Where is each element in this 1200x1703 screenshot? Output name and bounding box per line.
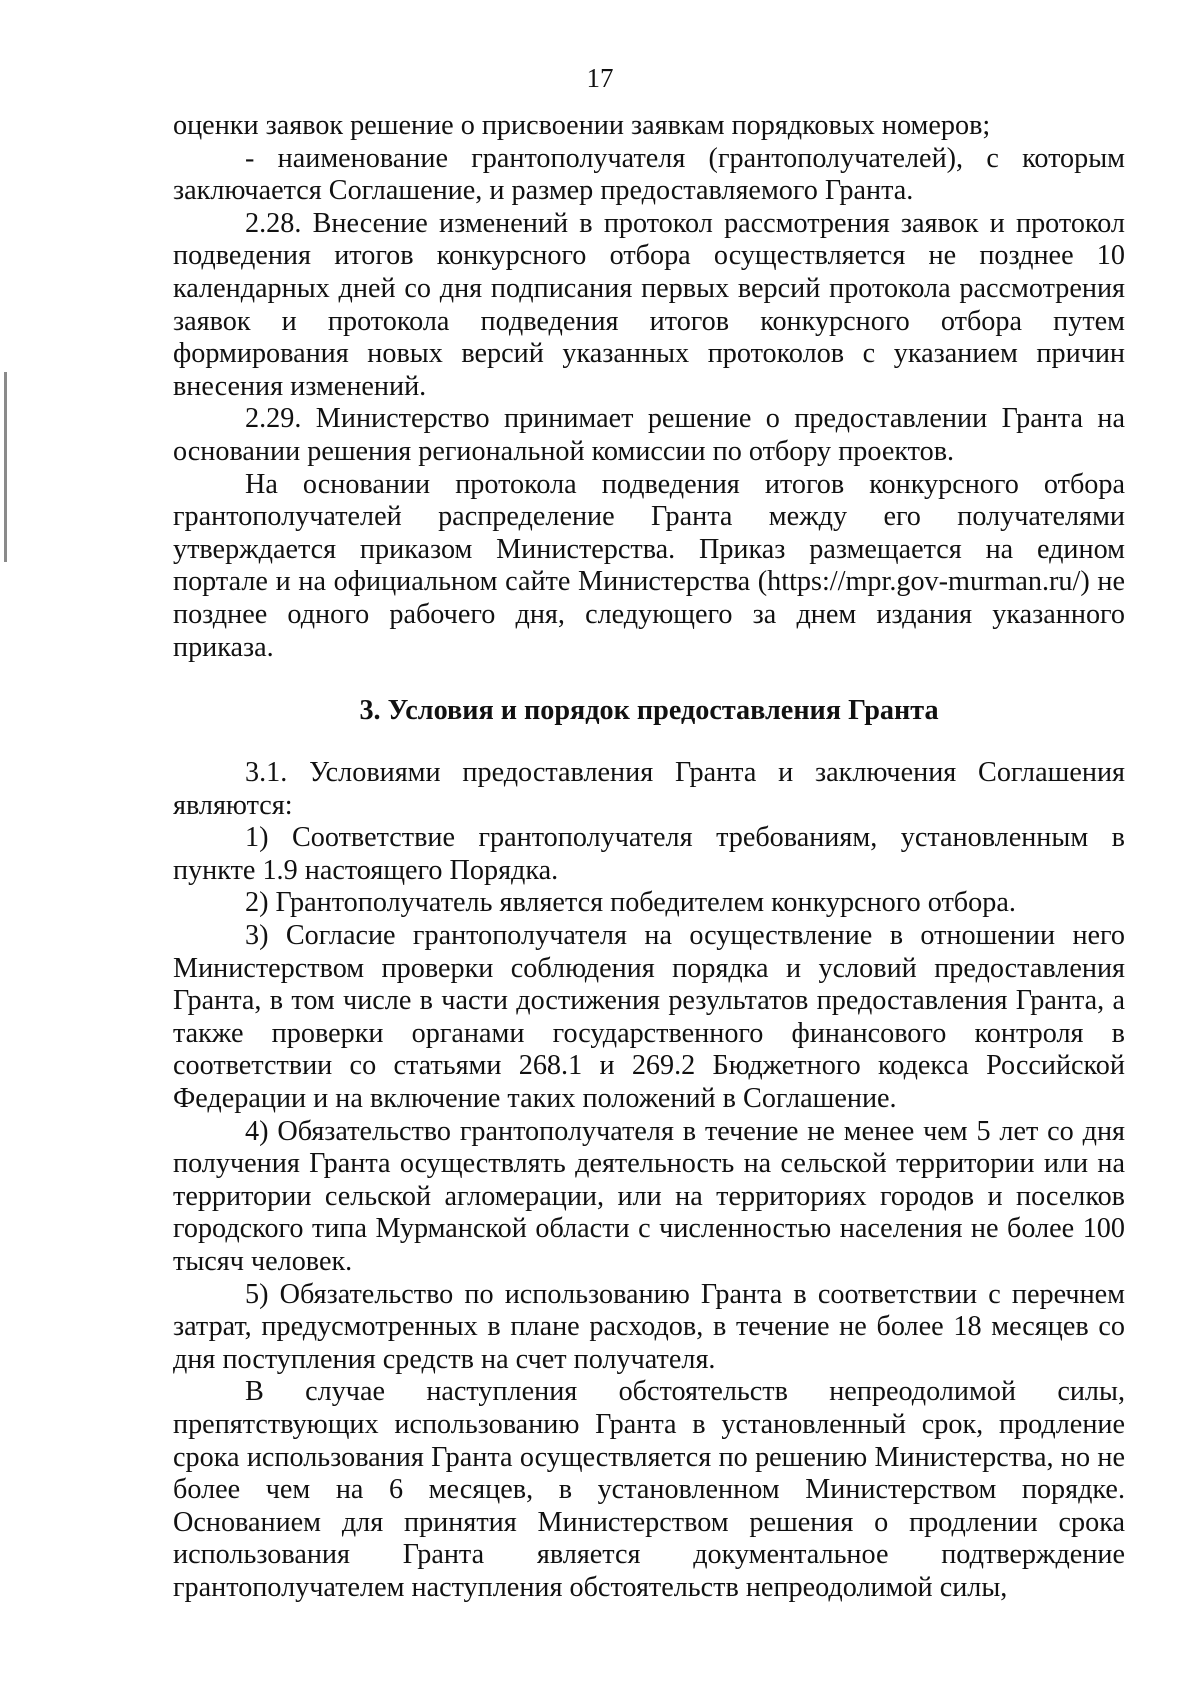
paragraph-3-1: 3.1. Условиями предоставления Гранта и заключения Соглашения являются: — [173, 757, 1125, 821]
condition-item-4: 4) Обязательство грантополучателя в течение не менее чем 5 лет со дня получения Гранта осуществлять деятельность на сельской территории или на территории сельской агломерации, или на территориях городов и поселков городского типа Мурманской области с численностью населения не более 100 тысяч человек. — [173, 1115, 1125, 1277]
condition-item-1: 1) Соответствие грантополучателя требованиям, установленным в пункте 1.9 настоящего Порядка. — [173, 822, 1125, 886]
scan-edge-mark — [4, 372, 7, 562]
document-body — [173, 110, 1125, 1605]
section-heading: 3. Условия и порядок предоставления Гранта — [359, 695, 939, 727]
condition-item-5: 5) Обязательство по использованию Гранта в соответствии с перечнем затрат, предусмотренных в плане расходов, в течение не более 18 месяцев со дня поступления средств на счет получателя. — [173, 1278, 1125, 1375]
paragraph-order-publication: На основании протокола подведения итогов конкурсного отбора грантополучателей распределение Гранта между его получателями утверждается приказом Министерства. Приказ размещается на едином портале и на официальном сайте Министерства (https://mpr.gov-murman.ru/) не позднее одного рабочего дня, следующего за днем издания указанного приказа. — [173, 468, 1125, 663]
condition-item-2: 2) Грантополучатель является победителем конкурсного отбора. — [245, 887, 1016, 919]
page-number: 17 — [586, 63, 614, 93]
paragraph-2-29: 2.29. Министерство принимает решение о предоставлении Гранта на основании решения региональной комиссии по отбору проектов. — [173, 403, 1125, 467]
paragraph-grant-recipient-item: - наименование грантополучателя (грантополучателей), с которым заключается Соглашение, и размер предоставляемого Гранта. — [173, 142, 1125, 207]
paragraph-continuation: оценки заявок решение о присвоении заявкам порядковых номеров; — [173, 110, 991, 141]
condition-item-3: 3) Согласие грантополучателя на осуществление в отношении него Министерством проверки соблюдения порядка и условий предоставления Гранта, в том числе в части достижения результатов предоставления Гранта, а также проверки органами государственного финансового контроля в соответствии со статьями 268.1 и 269.2 Бюджетного кодекса Российской Федерации и на включение таких положений в Соглашение. — [173, 920, 1125, 1115]
paragraph-force-majeure: В случае наступления обстоятельств непреодолимой силы, препятствующих использованию Гранта в установленный срок, продление срока использования Гранта осуществляется по решению Министерства, но не более чем на 6 месяцев, в установленном Министерством порядке. Основанием для принятия Министерством решения о продлении срока использования Гранта является документальное подтверждение грантополучателем наступления обстоятельств непреодолимой силы, — [173, 1376, 1125, 1603]
paragraph-2-28: 2.28. Внесение изменений в протокол рассмотрения заявок и протокол подведения итогов конкурсного отбора осуществляется не позднее 10 календарных дней со дня подписания первых версий протокола рассмотрения заявок и протокола подведения итогов конкурсного отбора путем формирования новых версий указанных протоколов с указанием причин внесения изменений. — [173, 207, 1125, 402]
